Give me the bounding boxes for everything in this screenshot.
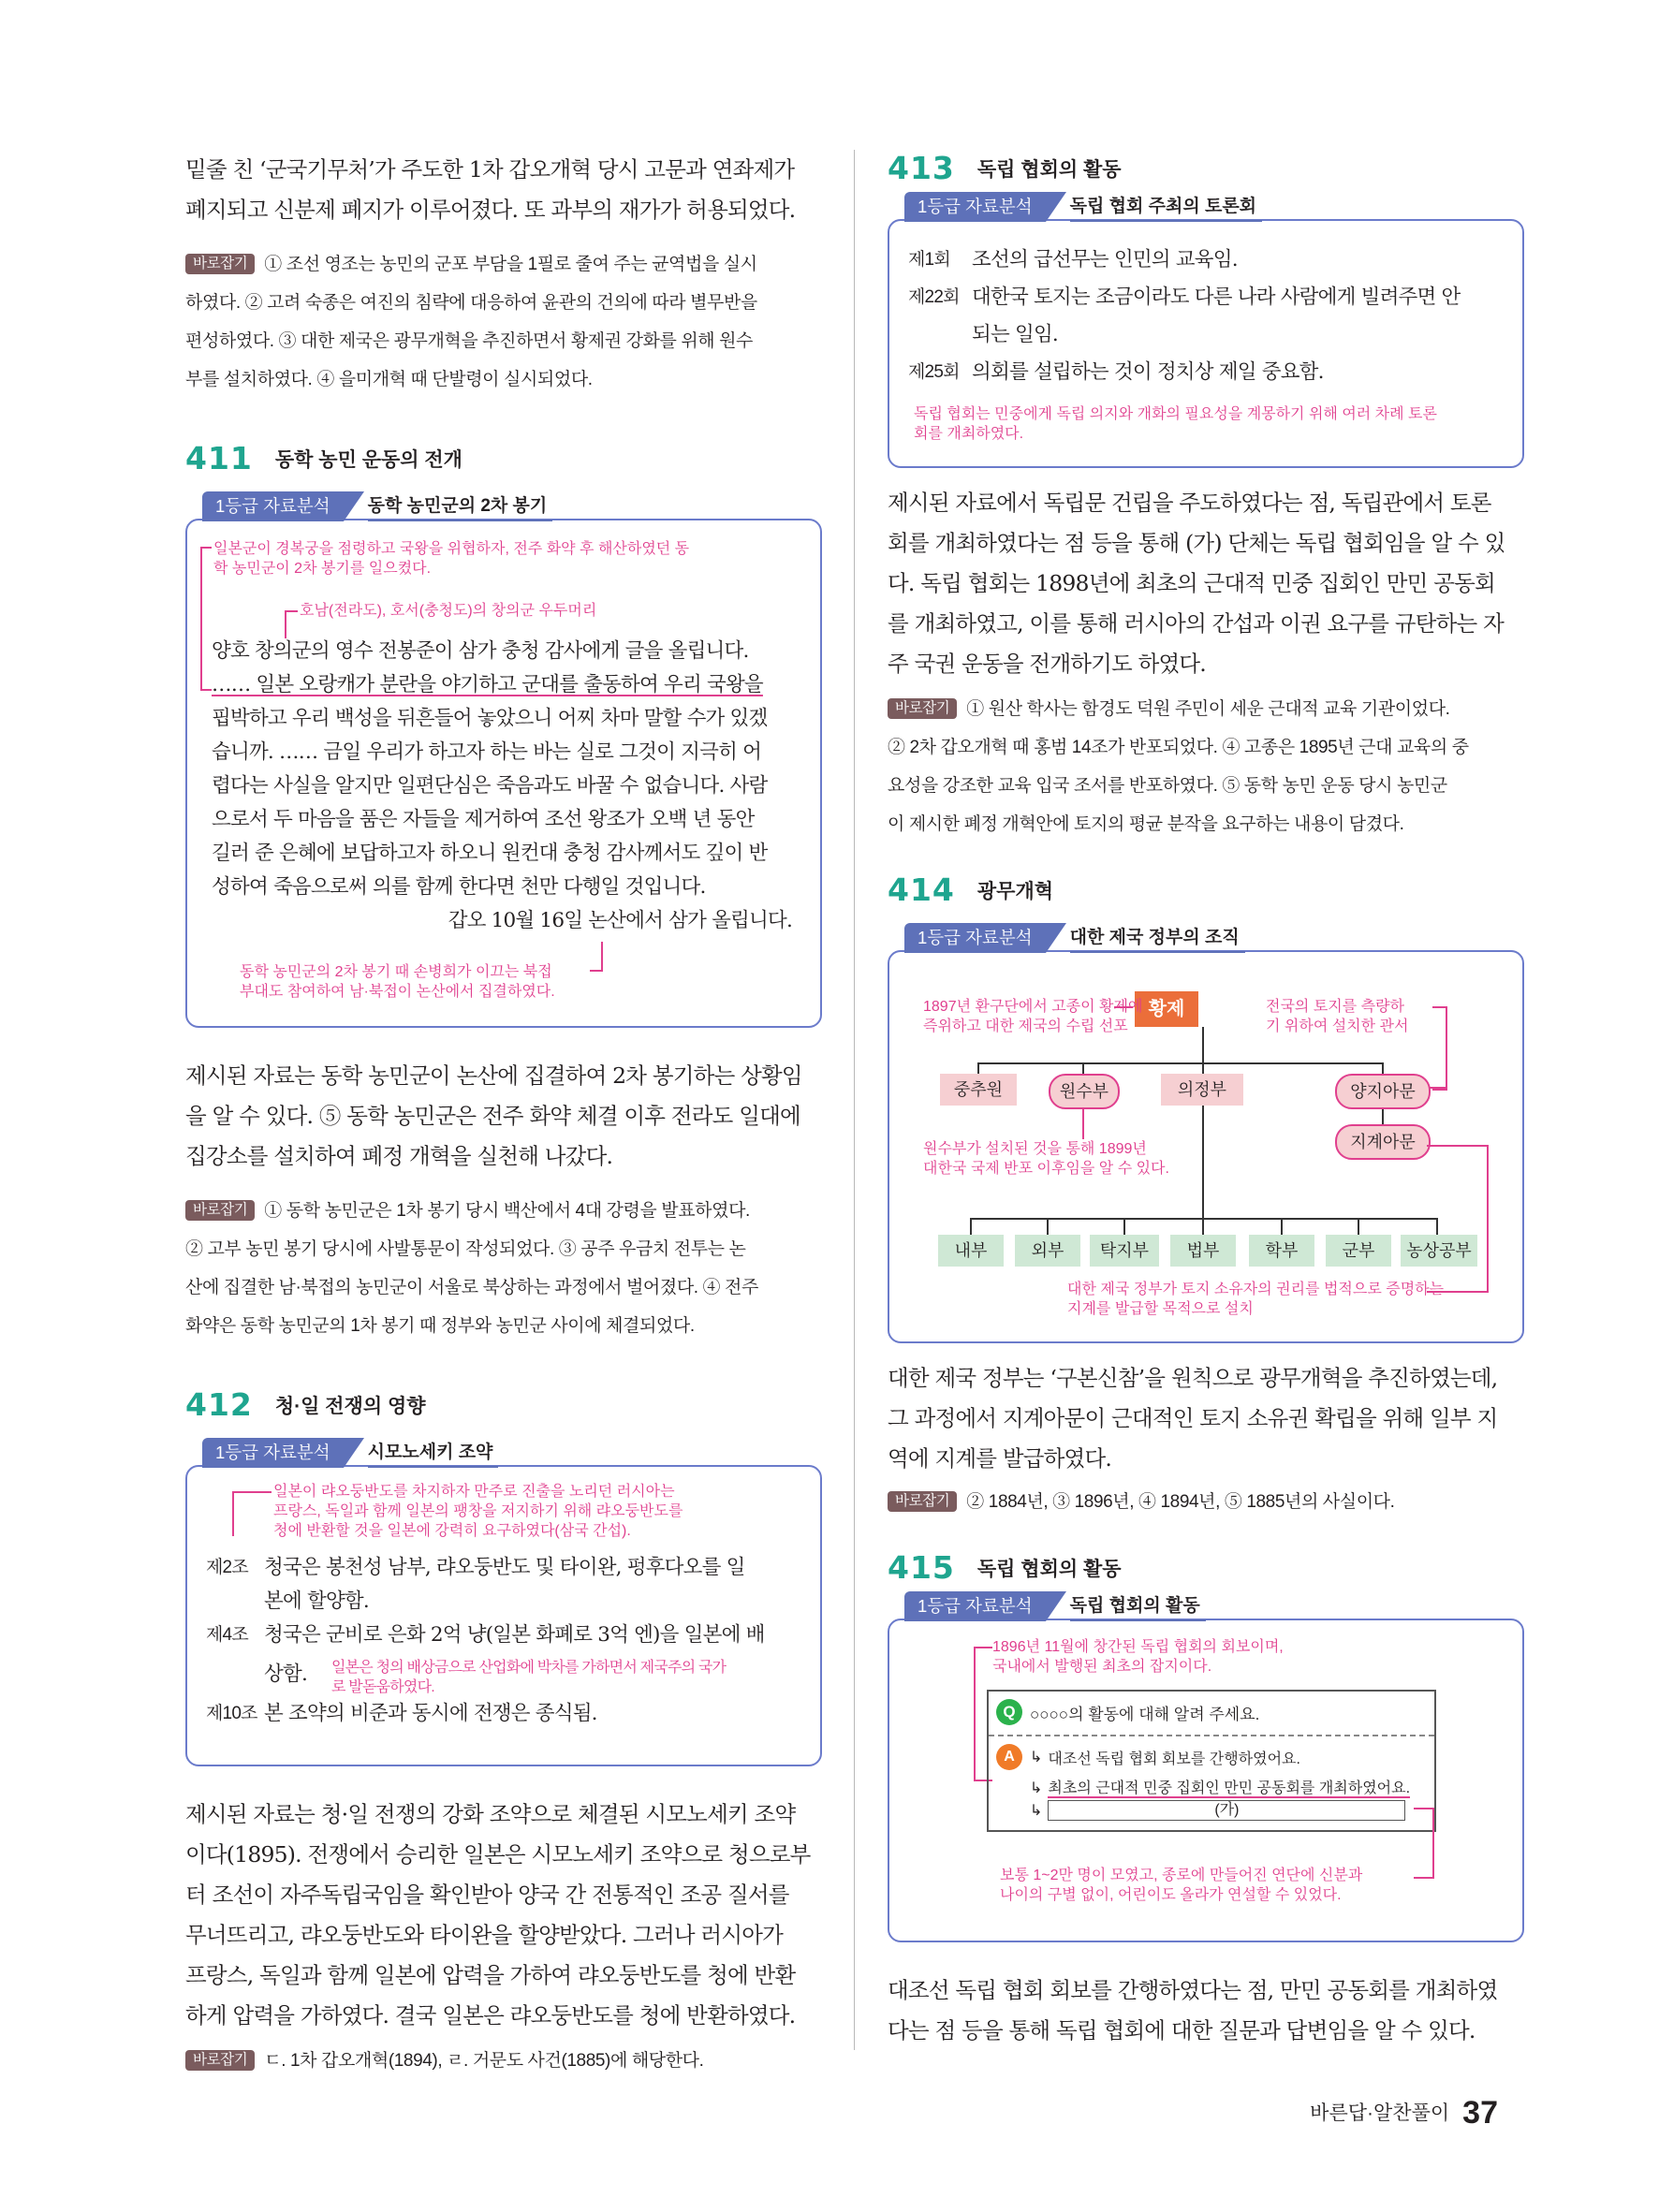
annotation: 1896년 11월에 창간된 독립 협회의 회보이며, 국내에서 발행된 최초의 잡지이다. <box>992 1639 1284 1675</box>
org-node: 지계아문 <box>1335 1124 1431 1160</box>
answer-mark-icon: A <box>996 1744 1022 1770</box>
question-title: 청·일 전쟁의 영향 <box>274 1395 426 1417</box>
ministry-node: 외부 <box>1015 1235 1080 1267</box>
source-title: 시모노세키 조약 <box>368 1438 499 1468</box>
fix-line: 바로잡기 ① 동학 농민군은 1차 봉기 당시 백산에서 4대 강령을 발표하였다. <box>185 1192 822 1230</box>
fix-line: ② 2차 갑오개혁 때 홍범 14조가 반포되었다. ④ 고종은 1895년 근대 교육의 중 <box>888 738 1469 757</box>
source-title: 독립 협회 주최의 토론회 <box>1070 192 1262 222</box>
question-number: 411 <box>185 440 253 476</box>
question-mark-icon: Q <box>996 1699 1022 1725</box>
source-label: 1등급 자료분석 독립 협회 주최의 토론회 <box>904 192 1524 222</box>
source-title: 대한 제국 정부의 조직 <box>1070 923 1245 953</box>
source-label: 1등급 자료분석 대한 제국 정부의 조직 <box>904 923 1524 953</box>
annotation: 호남(전라도), 호서(충청도)의 창의군 우두머리 <box>300 603 597 619</box>
question-number: 413 <box>888 150 955 186</box>
arrow-icon: ↳ <box>1030 1803 1043 1819</box>
org-node: 중추원 <box>940 1074 1017 1106</box>
explanation-line: 이다(1895). 전쟁에서 승리한 일본은 시모노세키 조약으로 청으로부 <box>185 1841 811 1868</box>
fix-tag: 바로잡기 <box>185 254 255 274</box>
arrow-icon: ↳ <box>1030 1750 1043 1765</box>
explanation-line: 제시된 자료에서 독립문 건립을 주도하였다는 점, 독립관에서 토론 <box>888 490 1491 516</box>
ministry-node: 군부 <box>1326 1235 1391 1267</box>
source-box-413 <box>888 219 1524 468</box>
document-text: 양호 창의군의 영수 전봉준이 삼가 충청 감사에게 글을 올립니다. …… 일본 오랑캐가 분란을 야기하고 군대를 출동하여 우리 국왕을 핍박하고 우리 백성을 뒤흔들어 놓았으니 어찌 차마 말할 수가 있겠 습니까. …… 금일 우리가 하고자 하는 바는 실로 그것이 지극히 어 렵다는 사실을 알지만 일편단심은 죽음과도 바꿀 수 없습니다. 사람 으로서 두 마음을 품은 자들을 제거하여 조선 왕조가 오백 년 동안 길러 준 은혜에 보답하고자 하오니 원컨대 충청 감사께서도 깊이 반 성하여 죽음으로써 의를 함께 한다면 천만 다행일 것입니다. 갑오 10월 16일 논산에서 삼가 올립니다. <box>212 639 792 932</box>
answer-blank: (가) <box>1048 1800 1405 1821</box>
fix-tag: 바로잡기 <box>888 698 957 719</box>
question-header-415 <box>888 1549 1524 1586</box>
explanation-line: 터 조선이 자주독립국임을 확인받아 양국 간 전통적인 조공 질서를 <box>185 1882 789 1908</box>
page-number: 37 <box>1462 2095 1498 2131</box>
fix-line: 산에 집결한 남·북접의 농민군이 서울로 북상하는 과정에서 벌어졌다. ④ 전주 <box>185 1278 758 1297</box>
explanation-line: 주 국권 운동을 전개하기도 하였다. <box>888 651 1206 677</box>
explanation-line: 프랑스, 독일과 함께 일본에 압력을 가하여 랴오둥반도를 청에 반환 <box>185 1962 796 1988</box>
fix-tag: 바로잡기 <box>185 2050 255 2071</box>
explanation-line: 그 과정에서 지계아문이 근대적인 토지 소유권 확립을 위해 일부 지 <box>888 1405 1498 1431</box>
document-text: 제2조 청국은 봉천성 남부, 랴오둥반도 및 타이완, 펑후다오를 일 본에 할양함. 제4조 청국은 군비로 은화 2억 냥(일본 화폐로 3억 엔)을 일본에 배 상함. 일본은 청의 배상금으로 산업화에 박차를 가하면서 제국주의 국가 로 발돋움하였다. 제10조 본 조약의 비준과 동시에 전쟁은 종식됨. <box>206 1556 765 1725</box>
annotation: 독립 협회는 민중에게 독립 의지와 개화의 필요성을 계몽하기 위해 여러 차례 토론 회를 개최하였다. <box>914 406 1437 442</box>
fix-tag: 바로잡기 <box>888 1491 957 1512</box>
fix-line: 하였다. ② 고려 숙종은 여진의 침략에 대응하여 윤관의 건의에 따라 별무반을 <box>185 293 757 313</box>
question-number: 414 <box>888 872 955 908</box>
source-label: 1등급 자료분석 시모노세키 조약 <box>202 1438 822 1468</box>
question-text: ○○○○의 활동에 대해 알려 주세요. <box>1030 1705 1260 1723</box>
ministry-node: 탁지부 <box>1090 1235 1159 1267</box>
question-title: 독립 협회의 활동 <box>976 158 1122 181</box>
ministry-node: 학부 <box>1249 1235 1314 1267</box>
annotation: 일본이 랴오둥반도를 차지하자 만주로 진출을 노리던 러시아는 프랑스, 독일과 함께 일본의 팽창을 저지하기 위해 랴오둥반도를 청에 반환할 것을 일본에 강력히 요구하였다(삼국 간섭). <box>273 1484 683 1539</box>
question-header-411 <box>185 440 822 476</box>
qa-panel <box>987 1690 1436 1832</box>
annotation: 원수부가 설치된 것을 통해 1899년 대한국 국제 반포 이후임을 알 수 있다. <box>923 1141 1169 1177</box>
question-number: 415 <box>888 1549 955 1586</box>
explanation-line: 다. 독립 협회는 1898년에 최초의 근대적 민중 집회인 만민 공동회 <box>888 570 1495 596</box>
fix-line: 요성을 강조한 교육 입국 조서를 반포하였다. ⑤ 동학 농민 운동 당시 농민군 <box>888 776 1447 796</box>
annotation: 동학 농민군의 2차 봉기 때 손병희가 이끄는 북접 부대도 참여하여 남·북접이 논산에서 집결하였다. <box>240 964 555 1000</box>
footer-label: 바른답·알찬풀이 <box>1310 2102 1450 2124</box>
page-footer <box>1310 2095 1498 2131</box>
intro-line: 밑줄 친 ‘군국기무처’가 주도한 1차 갑오개혁 당시 고문과 연좌제가 <box>185 156 795 183</box>
source-box-411 <box>185 519 822 1028</box>
document-text: 제1회 조선의 급선무는 인민의 교육임. 제22회 대한국 토지는 조금이라도 다른 나라 사람에게 빌려주면 안 되는 일임. 제25회 의회를 설립하는 것이 정치상 제일 중요함. <box>908 248 1461 384</box>
source-box-415 <box>888 1619 1524 1942</box>
fix-line: 편성하였다. ③ 대한 제국은 광무개혁을 추진하면서 황제권 강화를 위해 원수 <box>185 331 754 351</box>
explanation-line: 를 개최하였고, 이를 통해 러시아의 간섭과 이권 요구를 규탄하는 자 <box>888 610 1505 637</box>
annotation: 보통 1~2만 명이 모였고, 종로에 만들어진 연단에 신분과 나이의 구별 없이, 어린이도 올라가 연설할 수 있었다. <box>1000 1868 1363 1903</box>
annotation: 1897년 환구단에서 고종이 황제에 즉위하고 대한 제국의 수립 선포 <box>923 999 1143 1034</box>
source-box-412 <box>185 1465 822 1766</box>
question-title: 광무개혁 <box>976 880 1054 902</box>
right-column <box>888 150 1524 2051</box>
explanation-line: 회를 개최하였다는 점 등을 통해 (가) 단체는 독립 협회임을 알 수 있 <box>888 530 1505 556</box>
question-number: 412 <box>185 1386 253 1423</box>
annotation: 일본은 청의 배상금으로 산업화에 박차를 가하면서 제국주의 국가 로 발돋움하였다. <box>330 1660 727 1695</box>
fix-line: 바로잡기 ① 원산 학사는 함경도 덕원 주민이 세운 근대적 교육 기관이었다. <box>888 690 1524 728</box>
question-title: 동학 농민 운동의 전개 <box>274 448 462 471</box>
explanation-line: 집강소를 설치하여 폐정 개혁을 실천해 나갔다. <box>185 1143 613 1169</box>
fix-tag: 바로잡기 <box>185 1200 255 1221</box>
explanation-line: 제시된 자료는 동학 농민군이 논산에 집결하여 2차 봉기하는 상황임 <box>185 1062 802 1089</box>
question-title: 독립 협회의 활동 <box>976 1558 1122 1580</box>
fix-line: 부를 설치하였다. ④ 을미개혁 때 단발령이 실시되었다. <box>185 370 593 389</box>
ministry-node: 내부 <box>938 1235 1004 1267</box>
fix-line: 이 제시한 폐정 개혁안에 토지의 평균 분작을 요구하는 내용이 담겼다. <box>888 814 1404 834</box>
explanation-line: 을 알 수 있다. ⑤ 동학 농민군은 전주 화약 체결 이후 전라도 일대에 <box>185 1103 800 1129</box>
question-header-412 <box>185 1386 822 1423</box>
fix-line: 바로잡기 ② 1884년, ③ 1896년, ④ 1894년, ⑤ 1885년의 사실이다. <box>888 1483 1524 1521</box>
org-node: 원수부 <box>1049 1074 1120 1109</box>
explanation-line: 하게 압력을 가하였다. 결국 일본은 랴오둥반도를 청에 반환하였다. <box>185 2002 796 2029</box>
explanation-line: 무너뜨리고, 랴오둥반도와 타이완을 할양받았다. 그러나 러시아가 <box>185 1922 784 1948</box>
explanation-line: 역에 지계를 발급하였다. <box>888 1445 1112 1472</box>
fix-line: 바로잡기 ㄷ. 1차 갑오개혁(1894), ㄹ. 거문도 사건(1885)에 해당한다. <box>185 2042 822 2080</box>
question-header-413 <box>888 150 1524 186</box>
org-node: 양지아문 <box>1335 1074 1431 1109</box>
intro-line: 폐지되고 신분제 폐지가 이루어졌다. 또 과부의 재가가 허용되었다. <box>185 197 796 223</box>
source-label: 1등급 자료분석 독립 협회의 활동 <box>904 1591 1524 1621</box>
ministry-node: 농상공부 <box>1401 1235 1477 1267</box>
column-divider <box>854 150 855 2050</box>
source-title: 동학 농민군의 2차 봉기 <box>368 491 553 521</box>
fix-line: 바로잡기 ① 조선 영조는 농민의 군포 부담을 1필로 줄여 주는 균역법을 실시 <box>185 245 822 284</box>
fix-line: ② 고부 농민 봉기 당시에 사발통문이 작성되었다. ③ 공주 우금치 전투는 논 <box>185 1239 746 1259</box>
fix-line: 화약은 동학 농민군의 1차 봉기 때 정부와 농민군 사이에 체결되었다. <box>185 1316 695 1336</box>
explanation-line: 다는 점 등을 통해 독립 협회에 대한 질문과 답변임을 알 수 있다. <box>888 2017 1475 2044</box>
annotation: 일본군이 경복궁을 점령하고 국왕을 위협하자, 전주 화약 후 해산하였던 동 학 농민군이 2차 봉기를 일으켰다. <box>213 541 690 577</box>
explanation-line: 대조선 독립 협회 회보를 간행하였다는 점, 만민 공동회를 개최하였 <box>888 1977 1498 2003</box>
source-label: 1등급 자료분석 동학 농민군의 2차 봉기 <box>202 491 822 521</box>
explanation-line: 대한 제국 정부는 ‘구본신참’을 원칙으로 광무개혁을 추진하였는데, <box>888 1365 1498 1391</box>
answer-text: 최초의 근대적 민중 집회인 만민 공동회를 개최하였어요. <box>1048 1780 1411 1796</box>
annotation: 대한 제국 정부가 토지 소유자의 권리를 법적으로 증명하는 지계를 발급할 목적으로 설치 <box>1067 1282 1445 1317</box>
arrow-icon: ↳ <box>1030 1780 1043 1796</box>
emperor-node: 황제 <box>1135 991 1198 1027</box>
org-chart-box <box>888 950 1524 1343</box>
org-node: 의정부 <box>1161 1074 1243 1106</box>
source-title: 독립 협회의 활동 <box>1070 1591 1206 1621</box>
ministry-node: 법부 <box>1170 1235 1236 1267</box>
explanation-line: 제시된 자료는 청·일 전쟁의 강화 조약으로 체결된 시모노세키 조약 <box>185 1801 796 1827</box>
answer-text: 대조선 독립 협회 회보를 간행하였어요. <box>1048 1751 1300 1767</box>
question-header-414 <box>888 872 1524 908</box>
left-column <box>185 150 822 2080</box>
annotation: 전국의 토지를 측량하 기 위하여 설치한 관서 <box>1266 999 1409 1034</box>
